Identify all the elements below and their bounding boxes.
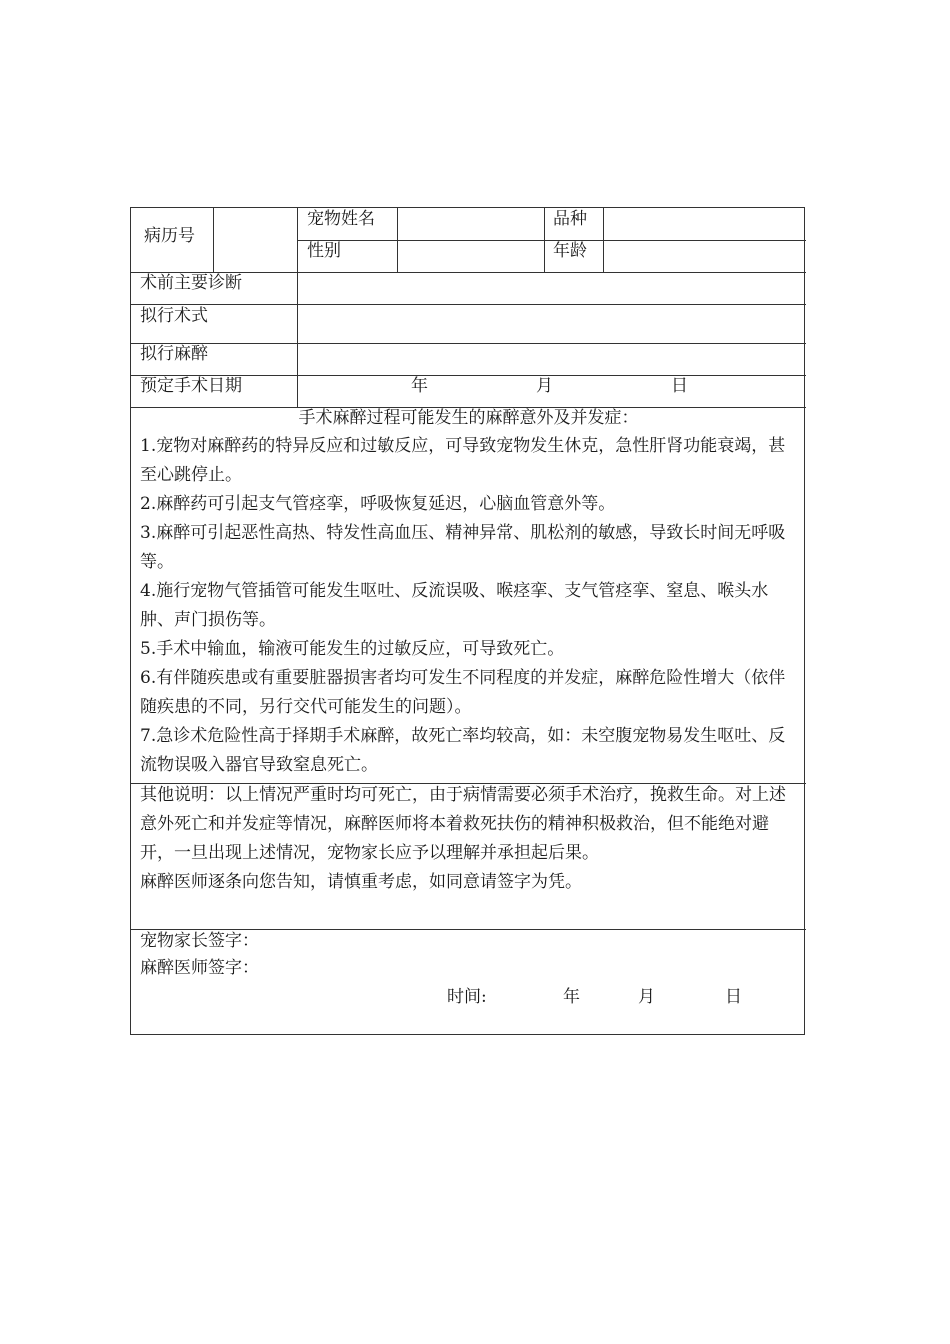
risks-title: 手术麻醉过程可能发生的麻醉意外及并发症： bbox=[298, 408, 639, 428]
risk-item: 6.有伴随疾患或有重要脏器损害者均可发生不同程度的并发症，麻醉危险性增大（依伴随疾患的不同，另行交代可能发生的问题）。 bbox=[140, 668, 786, 717]
record-no-label: 病历号 bbox=[144, 226, 195, 246]
anesthesia-consent-form bbox=[130, 207, 805, 1035]
pet-name-label: 宠物姓名 bbox=[307, 209, 375, 229]
surgery-label: 拟行术式 bbox=[140, 306, 208, 326]
divider bbox=[131, 343, 806, 344]
risk-item: 4.施行宠物气管插管可能发生呕吐、反流误吸、喉痉挛、支气管痉挛、窒息、喉头水肿、声门损伤等。 bbox=[140, 581, 769, 630]
divider bbox=[297, 208, 298, 407]
breed-label: 品种 bbox=[553, 209, 587, 229]
risk-item: 3.麻醉可引起恶性高热、特发性高血压、精神异常、肌松剂的敏感，导致长时间无呼吸等。 bbox=[140, 523, 786, 572]
risk-item: 7.急诊术危险性高于择期手术麻醉，故死亡率均较高，如：未空腹宠物易发生呕吐、反流物误吸入器官导致窒息死亡。 bbox=[140, 726, 786, 775]
time-label: 时间: bbox=[447, 987, 487, 1007]
diagnosis-label: 术前主要诊断 bbox=[140, 273, 242, 293]
surgery-date-label: 预定手术日期 bbox=[140, 376, 242, 396]
consent-text: 麻醉医师逐条向您告知，请慎重考虑，如同意请签字为凭。 bbox=[140, 872, 582, 892]
risks-list bbox=[140, 432, 800, 780]
notes-text: 其他说明：以上情况严重时均可死亡，由于病情需要必须手术治疗，挽救生命。对上述意外死亡和并发症等情况，麻醉医师将本着救死扶伤的精神积极救治，但不能绝对避开，一旦出现上述情况，宠物家长应予以理解并承担起后果。 bbox=[140, 785, 786, 863]
sex-label: 性别 bbox=[307, 241, 341, 261]
age-label: 年龄 bbox=[553, 241, 587, 261]
date-day: 日 bbox=[671, 376, 688, 396]
divider bbox=[213, 208, 214, 272]
divider bbox=[131, 304, 806, 305]
anesthesia-label: 拟行麻醉 bbox=[140, 344, 208, 364]
risk-item: 2.麻醉药可引起支气管痉挛，呼吸恢复延迟，心脑血管意外等。 bbox=[140, 494, 616, 514]
risk-item: 5.手术中输血，输液可能发生的过敏反应，可导致死亡。 bbox=[140, 639, 565, 659]
risk-item: 1.宠物对麻醉药的特异反应和过敏反应，可导致宠物发生休克，急性肝肾功能衰竭，甚至心跳停止。 bbox=[140, 436, 786, 485]
notes-section bbox=[140, 781, 800, 897]
date-year: 年 bbox=[411, 376, 428, 396]
divider bbox=[297, 240, 806, 241]
date-month: 月 bbox=[536, 376, 553, 396]
owner-signature-label: 宠物家长签字： bbox=[140, 931, 259, 951]
sign-day: 日 bbox=[725, 987, 742, 1007]
doctor-signature-label: 麻醉医师签字： bbox=[140, 958, 259, 978]
sign-month: 月 bbox=[638, 987, 655, 1007]
sign-year: 年 bbox=[563, 987, 580, 1007]
divider bbox=[131, 929, 806, 930]
